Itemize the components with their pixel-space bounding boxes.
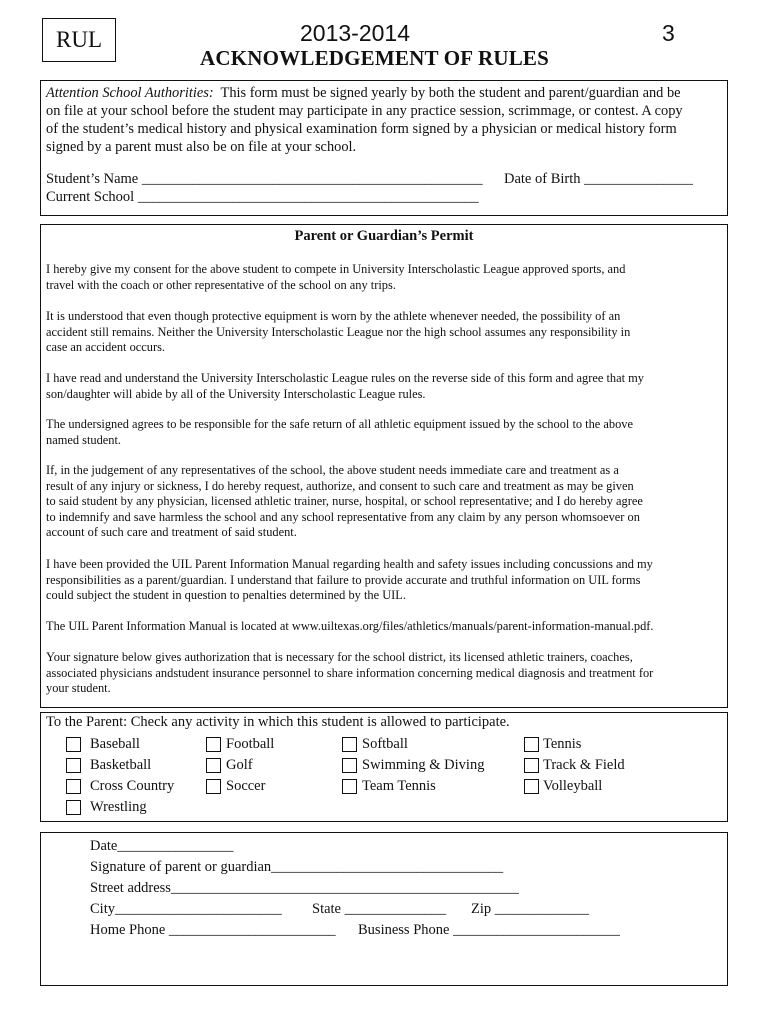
paragraph-line: case an accident occurs. [46, 340, 166, 355]
paragraph-line: your student. [46, 681, 111, 696]
basketball-checkbox[interactable] [66, 758, 81, 773]
attention-lead: Attention School Authorities: [46, 85, 214, 101]
permit-paragraph-6 [46, 557, 726, 604]
paragraph-line: Your signature below gives authorization that is necessary for the school district, its licensed athletic trainers, coaches, [46, 650, 633, 664]
paragraph-line: son/daughter will abide by all of the University Interscholastic League rules. [46, 386, 426, 401]
activities-heading: To the Parent: Check any activity in which this student is allowed to participate. [46, 714, 510, 730]
current-school-field[interactable]: Current School _______________________________________________ [46, 189, 479, 205]
basketball-label: Basketball [90, 757, 152, 773]
permit-title: Parent or Guardian’s Permit [294, 228, 474, 244]
paragraph-line: to said student by any physician, licensed athletic trainer, nurse, hospital, or school representative; and I do hereby agree [46, 494, 643, 509]
permit-paragraph-4 [46, 417, 726, 448]
permit-paragraph-3 [46, 371, 726, 402]
home-phone-field[interactable]: Home Phone _______________________ [90, 922, 336, 938]
permit-paragraph-2 [46, 309, 726, 356]
golf-checkbox[interactable] [206, 758, 221, 773]
cross-country-checkbox[interactable] [66, 779, 81, 794]
permit-paragraph-7 [46, 619, 726, 635]
parent-signature-field[interactable]: Signature of parent or guardian________________________________ [90, 859, 504, 875]
paragraph-line: accident still remains. Neither the University Interscholastic League nor the high school assumes any responsibility in [46, 324, 631, 339]
paragraph-line: I hereby give my consent for the above student to compete in University Interscholastic League approved sports, and [46, 262, 626, 276]
zip-field[interactable]: Zip _____________ [471, 901, 590, 917]
state-field[interactable]: State ______________ [312, 901, 447, 917]
form-code-box [42, 18, 116, 62]
paragraph-line: travel with the coach or other representative of the school on any trips. [46, 277, 396, 292]
volleyball-checkbox[interactable] [524, 779, 539, 794]
paragraph-line: The undersigned agrees to be responsible for the safe return of all athletic equipment issued by the school to the above [46, 417, 633, 431]
street-address-field[interactable]: Street address________________________________________________ [90, 880, 519, 896]
volleyball-label: Volleyball [543, 778, 603, 794]
team-tennis-checkbox[interactable] [342, 779, 357, 794]
paragraph-line: It is understood that even though protective equipment is worn by the athlete whenever needed, the possibility of an [46, 309, 621, 323]
football-checkbox[interactable] [206, 737, 221, 752]
page-title: ACKNOWLEDGEMENT OF RULES [200, 46, 550, 70]
track-field-label: Track & Field [543, 757, 625, 773]
paragraph-line: to indemnify and save harmless the school and any school representative from any claim by any person whomsoever on [46, 509, 640, 524]
swimming-diving-label: Swimming & Diving [362, 757, 485, 773]
paragraph-line: associated physicians andstudent insurance personnel to share information concerning medical diagnosis and treatment for [46, 665, 654, 680]
attention-text [46, 84, 722, 156]
permit-paragraph-8 [46, 650, 726, 697]
attention-line-4: signed by a parent must also be on file at your school. [46, 139, 357, 155]
attention-line-2: on file at your school before the student may participate in any practice session, scrimmage, or contest. A copy [46, 103, 683, 119]
paragraph-line: could subject the student in question to penalties determined by the UIL. [46, 588, 406, 603]
form-year: 2013-2014 [300, 20, 410, 46]
football-label: Football [226, 736, 275, 752]
paragraph-line: I have been provided the UIL Parent Information Manual regarding health and safety issues including concussions and my [46, 557, 653, 571]
soccer-checkbox[interactable] [206, 779, 221, 794]
student-name-field[interactable]: Student’s Name _______________________________________________ [46, 171, 483, 187]
business-phone-field[interactable]: Business Phone _______________________ [358, 922, 620, 938]
page-number: 3 [662, 20, 675, 46]
paragraph-line: If, in the judgement of any representatives of the school, the above student needs immediate care and treatment as a [46, 463, 619, 477]
paragraph-line: named student. [46, 432, 122, 447]
paragraph-line: result of any injury or sickness, I do hereby request, authorize, and consent to such care and treatment as may be given [46, 478, 634, 493]
baseball-label: Baseball [90, 736, 140, 752]
attention-line-3: of the student’s medical history and physical examination form signed by a physician or medical history form [46, 121, 677, 137]
date-field[interactable]: Date________________ [90, 838, 234, 854]
baseball-checkbox[interactable] [66, 737, 81, 752]
form-code: RUL [56, 27, 102, 52]
wrestling-label: Wrestling [90, 799, 147, 815]
city-field[interactable]: City_______________________ [90, 901, 282, 917]
paragraph-line: The UIL Parent Information Manual is located at www.uiltexas.org/files/athletics/manuals/parent-information-manual.pdf. [46, 619, 654, 633]
soccer-label: Soccer [226, 778, 266, 794]
track-field-checkbox[interactable] [524, 758, 539, 773]
tennis-checkbox[interactable] [524, 737, 539, 752]
tennis-label: Tennis [543, 736, 582, 752]
paragraph-line: I have read and understand the University Interscholastic League rules on the reverse side of this form and agree that my [46, 371, 644, 385]
swimming-diving-checkbox[interactable] [342, 758, 357, 773]
date-of-birth-field[interactable]: Date of Birth _______________ [504, 171, 693, 187]
softball-checkbox[interactable] [342, 737, 357, 752]
permit-paragraph-1 [46, 262, 726, 293]
wrestling-checkbox[interactable] [66, 800, 81, 815]
softball-label: Softball [362, 736, 408, 752]
team-tennis-label: Team Tennis [362, 778, 436, 794]
permit-paragraph-5 [46, 463, 726, 541]
cross-country-label: Cross Country [90, 778, 175, 794]
paragraph-line: responsibilities as a parent/guardian. I understand that failure to provide accurate and truthful information on UIL forms [46, 572, 641, 587]
paragraph-line: account of such care and treatment of said student. [46, 525, 297, 540]
golf-label: Golf [226, 757, 253, 773]
attention-line-1: This form must be signed yearly by both the student and parent/guardian and be [220, 85, 681, 101]
